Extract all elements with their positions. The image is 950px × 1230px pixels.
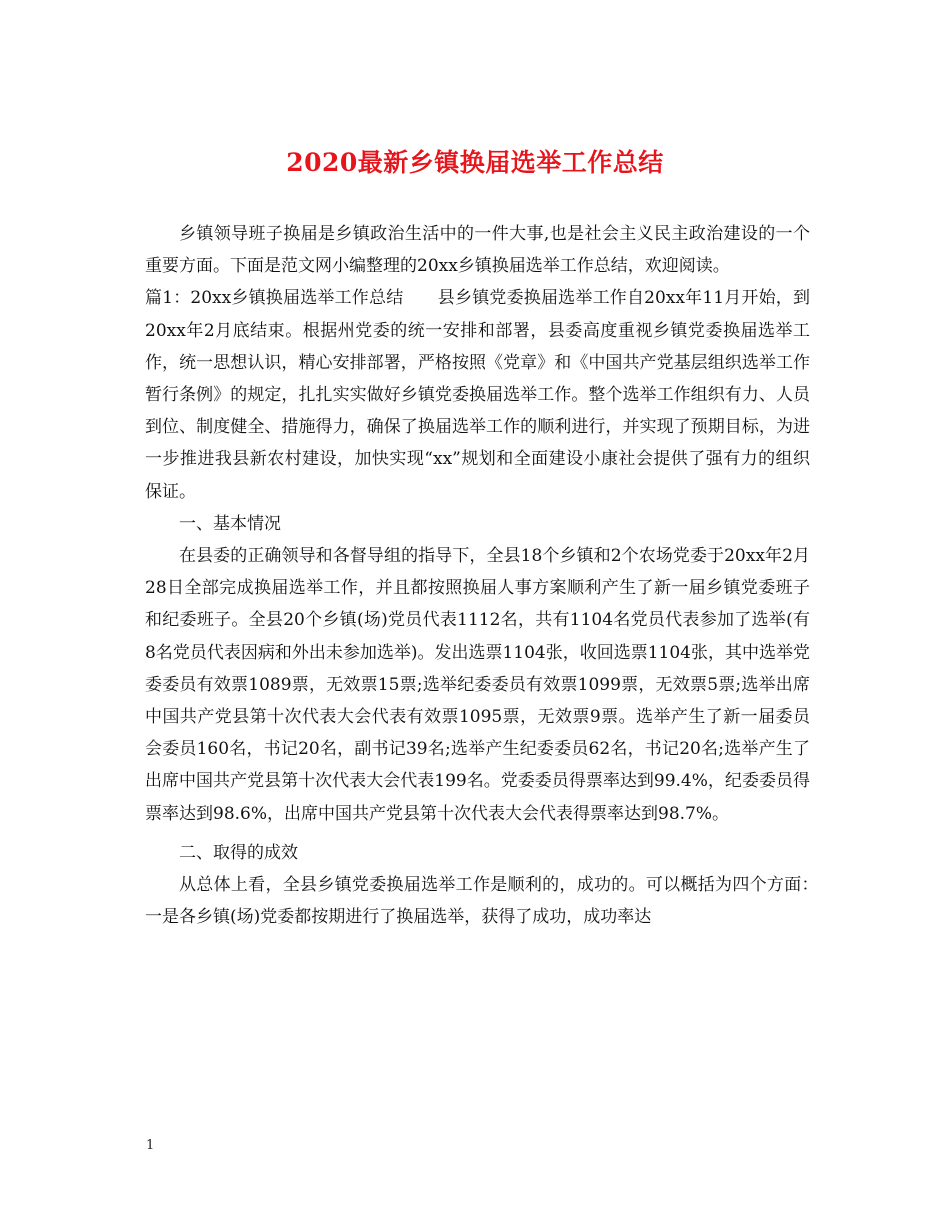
document-body [145,218,827,933]
document-title: 2020最新乡镇换届选举工作总结 [286,148,664,177]
basic-situation-paragraph: 在县委的正确领导和各督导组的指导下，全县18个乡镇和2个农场党委于20xx年2月28日全部完成换届选举工作，并且都按照换届人事方案顺利产生了新一届乡镇党委班子和纪委班子。全县20个乡镇(场)党员代表1112名，共有1104名党员代表参加了选举(有8名党员代表因病和外出未参加选举)。发出选票1104张，收回选票1104张，其中选举党委委员有效票1089票，无效票15票;选举纪委委员有效票1099票，无效票5票;选举出席中国共产党县第十次代表大会代表有效票1095票，无效票9票。选举产生了新一届委员会委员160名，书记20名，副书记39名;选举产生纪委委员62名，书记20名;选举产生了出席中国共产党县第十次代表大会代表199名。党委委员得票率达到99.4%，纪委委员得票率达到98.6%，出席中国共产党县第十次代表大会代表得票率达到98.7%。 [145,546,810,824]
heading-basic-situation: 一、基本情况 [179,513,281,534]
achievements-paragraph: 从总体上看，全县乡镇党委换届选举工作是顺利的，成功的。可以概括为四个方面： 一是各乡镇(场)党委都按期进行了换届选举，获得了成功，成功率达 [145,875,827,928]
paragraph-gap [145,830,810,837]
page-number: 1 [146,1138,155,1153]
section-intro-paragraph: 篇1：20xx乡镇换届选举工作总结 县乡镇党委换届选举工作自20xx年11月开始，到20xx年2月底结束。根据州党委的统一安排和部署，县委高度重视乡镇党委换届选举工作，统一思想认识，精心安排部署，严格按照《党章》和《中国共产党基层组织选举工作暂行条例》的规定，扎扎实实做好乡镇党委换届选举工作。整个选举工作组织有力、人员到位、制度健全、措施得力，确保了换届选举工作的顺利进行，并实现了预期目标，为进一步推进我县新农村建设，加快实现“xx”规划和全面建设小康社会提供了强有力的组织保证。 [145,288,810,502]
intro-paragraph: 乡镇领导班子换届是乡镇政治生活中的一件大事,也是社会主义民主政治建设的一个重要方面。下面是范文网小编整理的20xx乡镇换届选举工作总结，欢迎阅读。 [145,224,810,277]
heading-achievements: 二、取得的成效 [179,842,298,863]
